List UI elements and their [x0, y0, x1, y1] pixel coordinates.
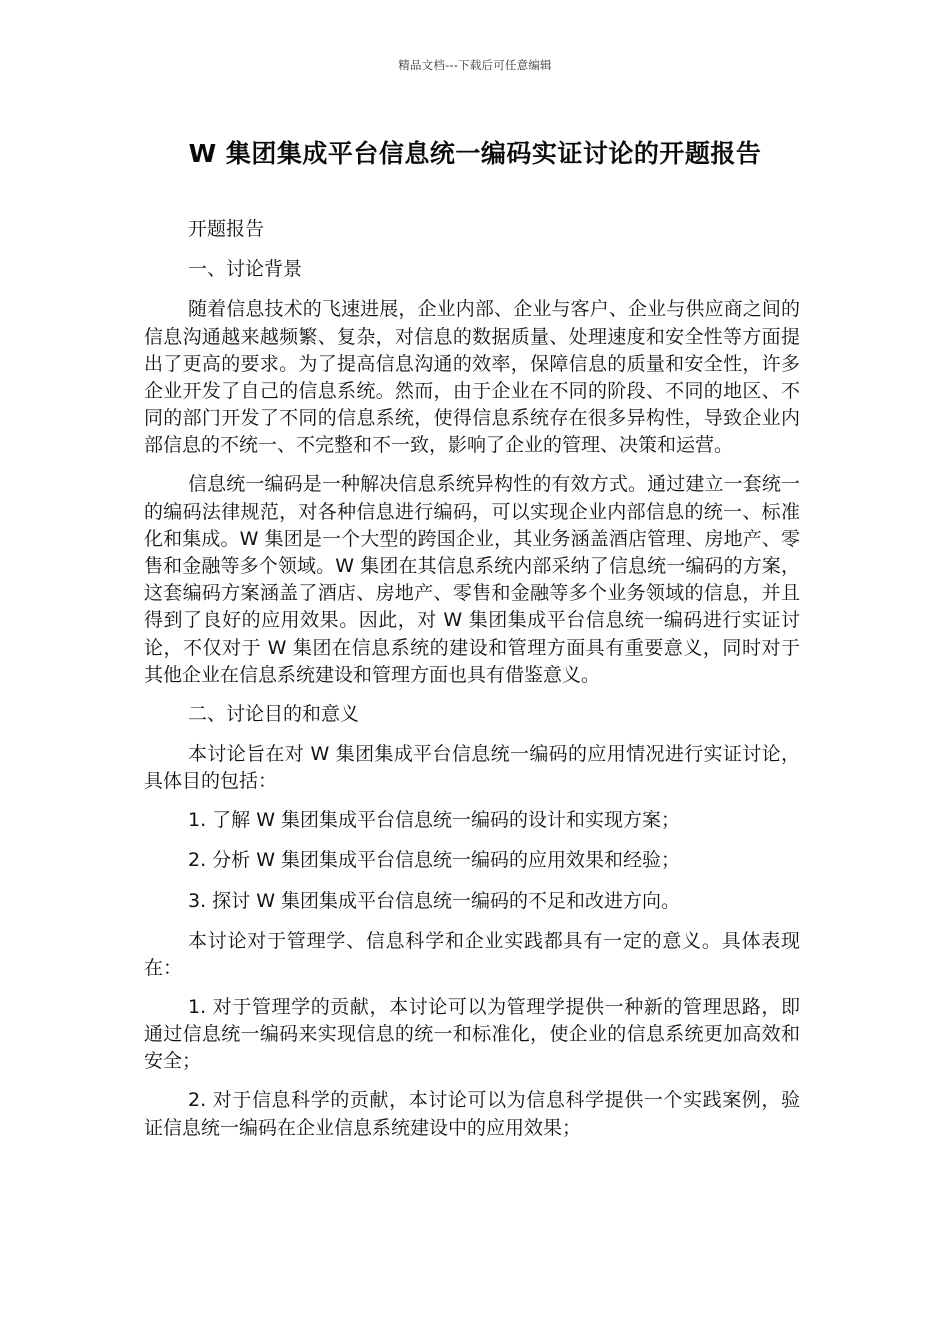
- paragraph: 本讨论旨在对 W 集团集成平台信息统一编码的应用情况进行实证讨论，具体目的包括：: [144, 743, 800, 793]
- paragraph: 本讨论对于管理学、信息科学和企业实践都具有一定的意义。具体表现在：: [144, 929, 800, 980]
- document-title: W 集团集成平台信息统一编码实证讨论的开题报告: [188, 139, 762, 168]
- list-item: 1. 了解 W 集团集成平台信息统一编码的设计和实现方案；: [188, 809, 681, 832]
- header-note: 精品文档---下载后可任意编辑: [398, 58, 552, 72]
- paragraph: 随着信息技术的飞速进展，企业内部、企业与客户、企业与供应商之间的信息沟通越来越频繁、复杂，对信息的数据质量、处理速度和安全性等方面提出了更高的要求。为了提高信息沟通的效率，保障信息的质量和安全性，许多企业开发了自己的信息系统。然而，由于企业在不同的阶段、不同的地区、不同的部门开发了不同的信息系统，使得信息系统存在很多异构性，导致企业内部信息的不统一、不完整和不一致，影响了企业的管理、决策和运营。: [144, 298, 800, 457]
- list-item: 3. 探讨 W 集团集成平台信息统一编码的不足和改进方向。: [188, 889, 681, 912]
- list-item: 2. 分析 W 集团集成平台信息统一编码的应用效果和经验；: [188, 849, 681, 872]
- section-heading: 一、讨论背景: [188, 258, 303, 281]
- list-item: 2. 对于信息科学的贡献，本讨论可以为信息科学提供一个实践案例，验证信息统一编码在企业信息系统建设中的应用效果；: [144, 1089, 800, 1139]
- section-label: 开题报告: [188, 218, 265, 240]
- section-heading: 二、讨论目的和意义: [188, 702, 360, 725]
- paragraph: 信息统一编码是一种解决信息系统异构性的有效方式。通过建立一套统一的编码法律规范，对各种信息进行编码，可以实现企业内部信息的统一、标准化和集成。W 集团是一个大型的跨国企业，其业务涵盖酒店管理、房地产、零售和金融等多个领域。W 集团在其信息系统内部采纳了信息统一编码的方案，这套编码方案涵盖了酒店、房地产、零售和金融等多个业务领域的信息，并且得到了良好的应用效果。因此，对 W 集团集成平台信息统一编码进行实证讨论，不仅对于 W 集团在信息系统的建设和管理方面具有重要意义，同时对于其他企业在信息系统建设和管理方面也具有借鉴意义。: [144, 473, 800, 686]
- document-body: [144, 216, 800, 1154]
- list-item: 1. 对于管理学的贡献，本讨论可以为管理学提供一种新的管理思路，即通过信息统一编码来实现信息的统一和标准化，使企业的信息系统更加高效和安全；: [144, 996, 800, 1073]
